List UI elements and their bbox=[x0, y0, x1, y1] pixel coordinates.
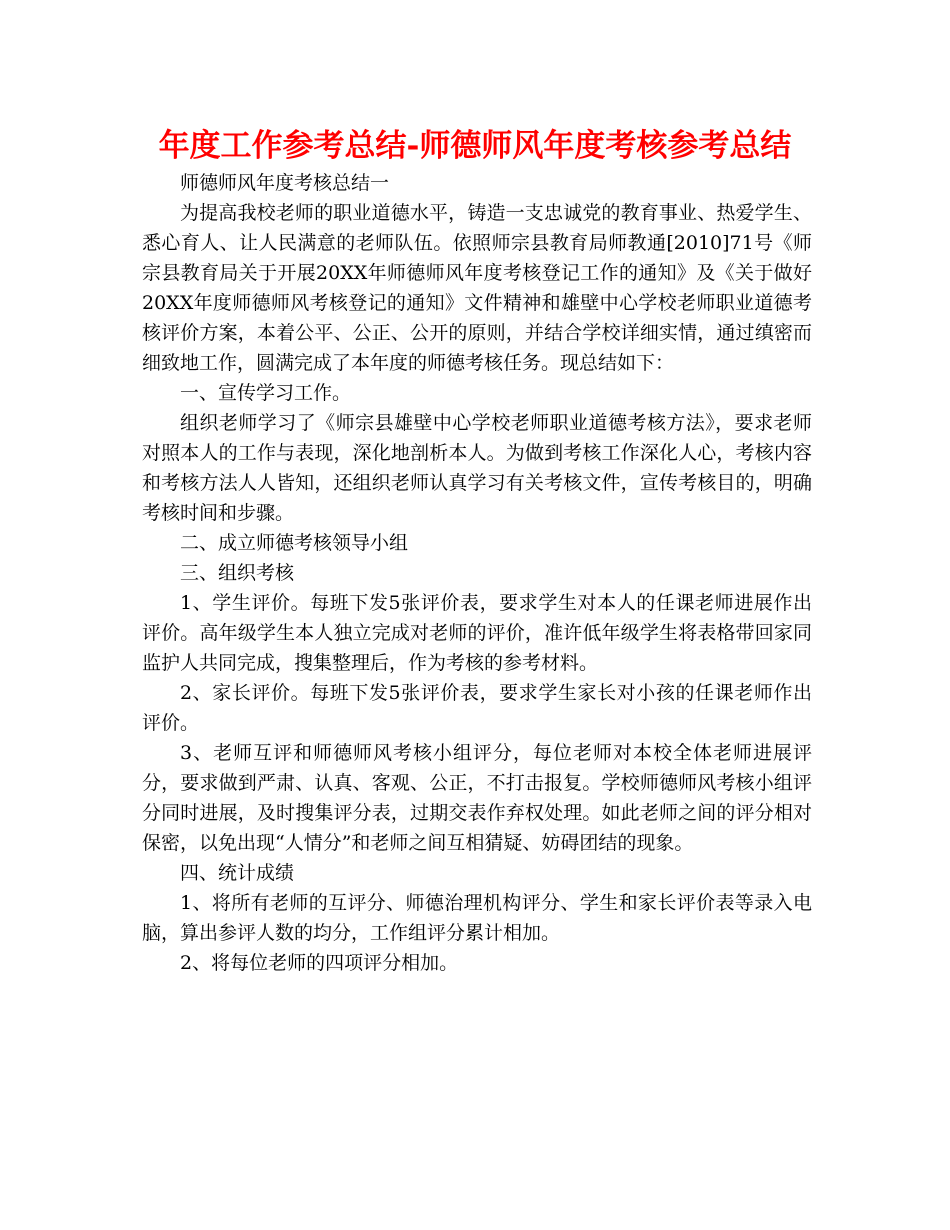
publicity-paragraph: 组织老师学习了《师宗县雄壁中心学校老师职业道德考核方法》，要求老师对照本人的工作与表现，深化地剖析本人。为做到考核工作深化人心，考核内容和考核方法人人皆知，还组织老师认真学习有关考核文件，宣传考核目的，明确考核时间和步骤。 bbox=[142, 412, 812, 524]
student-evaluation-paragraph: 1、学生评价。每班下发5张评价表，要求学生对本人的任课老师进展作出评价。高年级学生本人独立完成对老师的评价，准许低年级学生将表格带回家同监护人共同完成，搜集整理后，作为考核的参考材料。 bbox=[142, 592, 812, 674]
document-body bbox=[142, 168, 812, 978]
section-heading-leadership-group: 二、成立师德考核领导小组 bbox=[180, 532, 409, 554]
statistics-step-one: 1、将所有老师的互评分、师德治理机构评分、学生和家长评价表等录入电脑，算出参评人数的均分，工作组评分累计相加。 bbox=[142, 892, 812, 944]
statistics-step-two: 2、将每位老师的四项评分相加。 bbox=[180, 952, 459, 974]
intro-paragraph: 为提高我校老师的职业道德水平，铸造一支忠诚党的教育事业、热爱学生、悉心育人、让人民满意的老师队伍。依照师宗县教育局师教通[2010]71号《师宗县教育局关于开展20XX年师德师风年度考核登记工作的通知》及《关于做好20XX年度师德师风考核登记的通知》文件精神和雄壁中心学校老师职业道德考核评价方案，本着公平、公正、公开的原则，并结合学校详细实情，通过缜密而细致地工作，圆满完成了本年度的师德考核任务。现总结如下： bbox=[142, 202, 812, 374]
section-heading-publicity: 一、宣传学习工作。 bbox=[180, 382, 352, 404]
section-heading-statistics: 四、统计成绩 bbox=[180, 862, 295, 884]
peer-evaluation-paragraph: 3、老师互评和师德师风考核小组评分，每位老师对本校全体老师进展评分，要求做到严肃、认真、客观、公正，不打击报复。学校师德师风考核小组评分同时进展，及时搜集评分表，过期交表作弃权处理。如此老师之间的评分相对保密，以免出现“人情分”和老师之间互相猜疑、妨碍团结的现象。 bbox=[142, 742, 812, 854]
section-heading-summary-one: 师德师风年度考核总结一 bbox=[180, 172, 390, 194]
section-heading-organize-assessment: 三、组织考核 bbox=[180, 562, 295, 584]
document-title: 年度工作参考总结-师德师风年度考核参考总结 bbox=[158, 128, 792, 164]
parent-evaluation-paragraph: 2、家长评价。每班下发5张评价表，要求学生家长对小孩的任课老师作出评价。 bbox=[142, 682, 812, 734]
